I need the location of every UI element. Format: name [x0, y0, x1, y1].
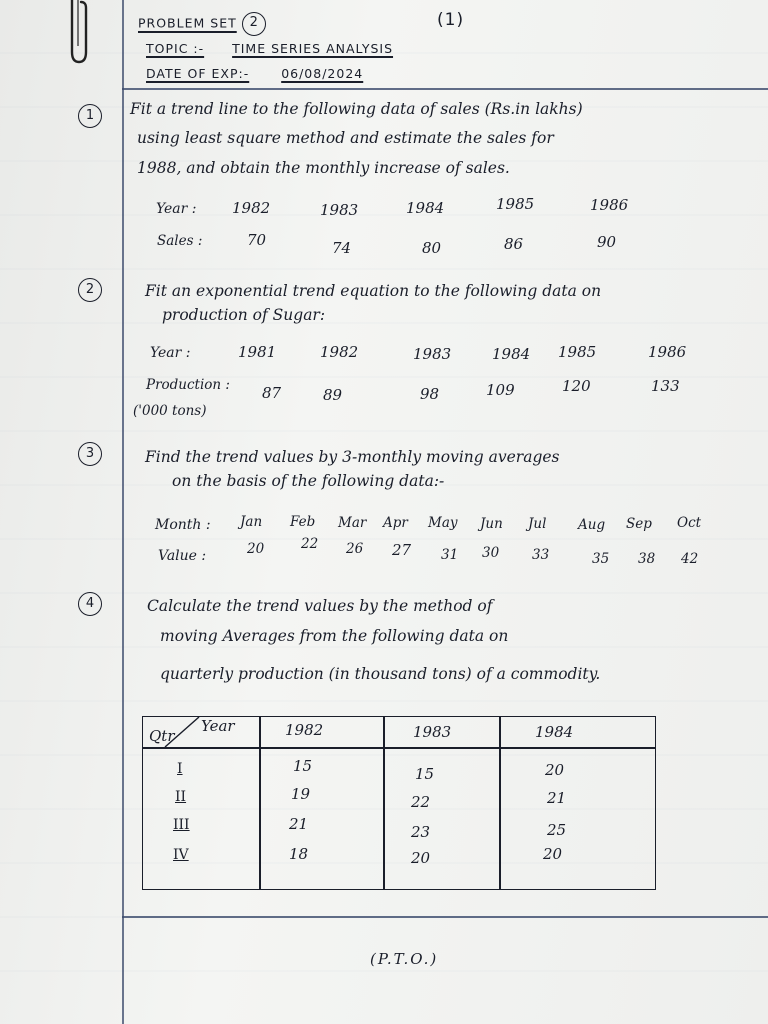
table-cell: 19 [291, 785, 311, 803]
q2-year-3: 1983 [413, 345, 452, 363]
q3-value-8: 35 [592, 551, 610, 567]
q2-year-4: 1984 [492, 345, 531, 363]
table-cell: 23 [411, 823, 431, 841]
question-4-number: 4 [78, 592, 102, 616]
q2-production-4: 109 [486, 381, 515, 399]
q2-year-5: 1985 [558, 343, 597, 361]
table-cell: 20 [545, 761, 565, 779]
q1-sales-5: 90 [597, 233, 617, 251]
q3-value-10: 42 [681, 551, 699, 567]
q4-line-3: quarterly production (in thousand tons) of a commodity. [160, 665, 601, 683]
table-divider [259, 717, 261, 889]
question-2-number: 2 [78, 278, 102, 302]
table-cell: 18 [289, 845, 309, 863]
table-cell: 21 [547, 789, 567, 807]
set-number-badge: 2 [242, 12, 266, 36]
q1-sales-label: Sales : [157, 233, 203, 249]
q3-month-9: Sep [626, 516, 652, 532]
topic-line [146, 41, 393, 56]
q2-year-1: 1981 [238, 343, 277, 361]
table-cell: 20 [411, 849, 431, 867]
q3-value-9: 38 [638, 551, 656, 567]
topic-label: TOPIC :- [146, 41, 205, 56]
q2-production-3: 98 [420, 385, 440, 403]
table-year-1982: 1982 [285, 721, 324, 739]
table-header-rule [143, 747, 655, 749]
q3-value-label: Value : [158, 548, 207, 564]
q2-line-1: Fit an exponential trend equation to the following data on [145, 282, 602, 300]
page-number: (1) [437, 10, 465, 30]
table-cell: 15 [293, 757, 313, 775]
date-label: DATE OF EXP:- [146, 66, 250, 81]
q3-month-6: Jun [480, 516, 503, 532]
q3-line-2: on the basis of the following data:- [172, 472, 445, 490]
q1-line-1: Fit a trend line to the following data of sales (Rs.in lakhs) [130, 100, 583, 118]
q2-year-2: 1982 [320, 343, 359, 361]
q2-production-6: 133 [651, 377, 680, 395]
q1-sales-2: 74 [332, 239, 352, 257]
q1-line-2: using least square method and estimate the sales for [137, 129, 554, 147]
q3-month-1: Jan [240, 514, 263, 530]
q2-unit-label: ('000 tons) [133, 403, 207, 419]
q3-month-7: Jul [528, 516, 547, 532]
q3-month-10: Oct [677, 515, 702, 531]
question-1-number: 1 [78, 104, 102, 128]
paper-clip-icon [62, 0, 96, 66]
table-cell: 15 [415, 765, 435, 783]
q3-month-2: Feb [290, 514, 316, 530]
q3-value-5: 31 [441, 547, 459, 563]
q2-line-2: production of Sugar: [162, 306, 326, 324]
q2-year-label: Year : [150, 345, 191, 361]
q1-sales-4: 86 [504, 235, 524, 253]
corner-qtr-label: Qtr [149, 727, 175, 745]
q1-year-4: 1985 [496, 195, 535, 213]
q3-month-3: Mar [338, 515, 367, 531]
corner-year-label: Year [201, 717, 235, 735]
q1-year-label: Year : [156, 201, 197, 217]
q3-month-4: Apr [383, 515, 408, 531]
q2-production-1: 87 [262, 384, 282, 402]
q1-year-2: 1983 [320, 201, 359, 219]
date-value: 06/08/2024 [281, 66, 364, 81]
q1-year-1: 1982 [232, 199, 271, 217]
q2-production-label: Production : [146, 377, 230, 393]
q3-value-3: 26 [346, 541, 364, 557]
topic-value: TIME SERIES ANALYSIS [232, 41, 394, 56]
header-rule [122, 88, 768, 90]
table-cell: 25 [547, 821, 567, 839]
q4-line-1: Calculate the trend values by the method of [147, 597, 493, 615]
q3-line-1: Find the trend values by 3-monthly moving averages [145, 448, 560, 466]
q1-year-5: 1986 [590, 196, 629, 214]
production-table [142, 716, 656, 890]
quarter-1-label: I [177, 761, 183, 777]
q3-value-1: 20 [247, 541, 265, 557]
margin-line [122, 0, 124, 1024]
q1-sales-3: 80 [422, 239, 442, 257]
q3-value-2: 22 [301, 536, 319, 552]
table-cell: 20 [543, 845, 563, 863]
q3-month-label: Month : [155, 517, 211, 533]
q1-sales-1: 70 [247, 231, 267, 249]
table-cell: 22 [411, 793, 431, 811]
quarter-2-label: II [175, 789, 187, 805]
q2-production-2: 89 [323, 386, 343, 404]
problem-set-label: PROBLEM SET [138, 15, 237, 31]
q1-year-3: 1984 [406, 199, 445, 217]
date-line [146, 66, 363, 81]
table-year-1983: 1983 [413, 723, 452, 741]
table-year-1984: 1984 [535, 723, 574, 741]
table-divider [499, 717, 501, 889]
q3-value-7: 33 [532, 547, 550, 563]
q3-month-8: Aug [578, 517, 606, 533]
quarter-3-label: III [173, 817, 190, 833]
q3-value-6: 30 [482, 545, 500, 561]
q3-month-5: May [428, 515, 458, 531]
page-turn-note: (P.T.O.) [370, 950, 439, 968]
q1-line-3: 1988, and obtain the monthly increase of sales. [137, 159, 510, 177]
q4-line-2: moving Averages from the following data on [160, 627, 509, 645]
table-divider [383, 717, 385, 889]
table-cell: 21 [289, 815, 309, 833]
q2-year-6: 1986 [648, 343, 687, 361]
q3-value-4: 27 [392, 541, 412, 559]
bottom-rule [122, 916, 768, 918]
q2-production-5: 120 [562, 377, 591, 395]
question-3-number: 3 [78, 442, 102, 466]
problem-set-heading [138, 12, 266, 36]
quarter-4-label: IV [173, 847, 189, 863]
